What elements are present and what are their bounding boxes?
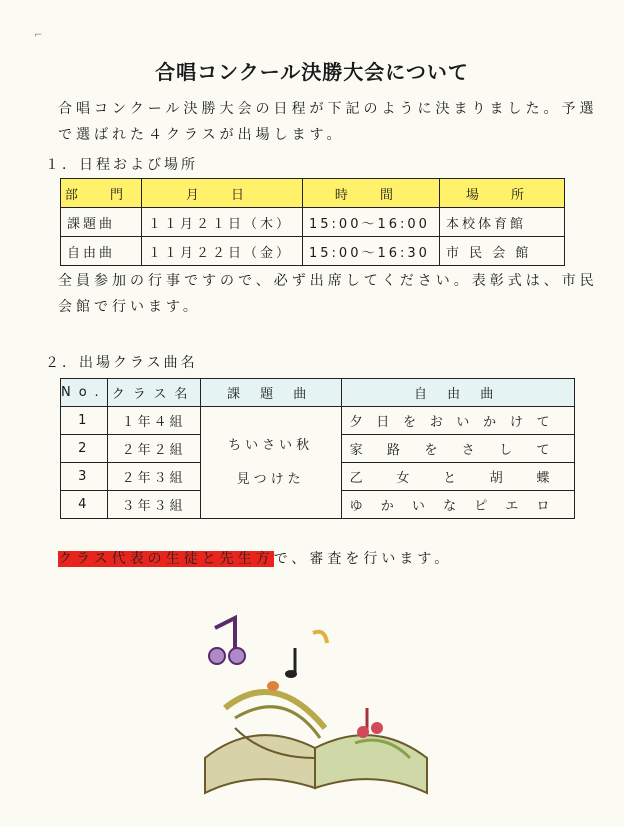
- free-song-char: エ: [505, 499, 519, 514]
- cell-free-song: [341, 491, 574, 519]
- header-free: 自 由 曲: [341, 379, 574, 407]
- cell-no: 2: [61, 435, 108, 463]
- cell-class: ２年３組: [107, 463, 200, 491]
- free-song-char: な: [443, 499, 457, 514]
- cell-date: １１月２１日（木）: [142, 208, 303, 237]
- cell-time: 15:00～16:00: [303, 208, 440, 237]
- header-no: No.: [61, 379, 108, 407]
- section1-heading: １．日程および場所: [45, 157, 198, 173]
- crop-mark: ⌐: [34, 30, 43, 41]
- attendance-note: 全員参加の行事ですので、必ず出席してください。表彰式は、市民会館で行います。: [58, 273, 598, 315]
- free-song-char: け: [509, 415, 523, 430]
- header-date: 月 日: [142, 179, 303, 208]
- header-place: 場 所: [440, 179, 565, 208]
- schedule-table: [60, 178, 565, 266]
- cell-no: 1: [61, 407, 108, 435]
- free-song-char: 家: [349, 443, 363, 458]
- intro-text: 合唱コンクール決勝大会の日程が下記のように決まりました。予選で選ばれた４クラスが出場します。: [58, 101, 598, 143]
- table-row: [61, 237, 565, 266]
- free-song-text: [350, 495, 550, 514]
- highlighted-judges: クラス代表の生徒と先生方: [58, 551, 274, 567]
- table-row: [61, 208, 565, 237]
- free-song-char: い: [411, 499, 425, 514]
- cell-division: 自由曲: [61, 237, 142, 266]
- free-song-char: さ: [461, 443, 475, 458]
- free-song-char: か: [380, 499, 394, 514]
- free-song-char: ゆ: [349, 499, 363, 514]
- cell-free-song: [341, 407, 574, 435]
- cell-kadai-song: [200, 407, 341, 519]
- free-song-char: 蝶: [536, 471, 550, 486]
- cell-place: 市 民 会 館: [440, 237, 565, 266]
- judging-note: [58, 548, 452, 568]
- cell-time: 15:00～16:30: [303, 237, 440, 266]
- free-song-char: し: [499, 443, 513, 458]
- free-song-char: て: [536, 415, 550, 430]
- page-title: 合唱コンクール決勝大会について: [155, 60, 469, 84]
- free-song-text: [350, 467, 550, 486]
- cell-no: 4: [61, 491, 108, 519]
- free-song-char: 乙: [349, 471, 363, 486]
- free-song-char: を: [403, 415, 417, 430]
- free-song-char: 日: [376, 415, 390, 430]
- class-song-header-row: [61, 379, 575, 407]
- free-song-text: [350, 411, 550, 430]
- free-song-char: い: [456, 415, 470, 430]
- header-class: クラス名: [107, 379, 200, 407]
- free-song-char: 胡: [489, 471, 503, 486]
- free-song-char: 女: [396, 471, 410, 486]
- free-song-char: を: [424, 443, 438, 458]
- cell-place: 本校体育館: [440, 208, 565, 237]
- free-song-text: [350, 439, 550, 458]
- free-song-char: お: [429, 415, 443, 430]
- cell-free-song: [341, 463, 574, 491]
- cell-free-song: [341, 435, 574, 463]
- schedule-header-row: [61, 179, 565, 208]
- class-song-table: [60, 378, 575, 519]
- section2-heading: ２．出場クラス曲名: [45, 355, 198, 371]
- free-song-char: か: [483, 415, 497, 430]
- music-book-icon: [195, 608, 435, 798]
- judging-note-rest: で、審査を行います。: [273, 551, 453, 567]
- cell-class: １年４組: [107, 407, 200, 435]
- kadai-line1: ちいさい秋: [228, 437, 314, 453]
- table-row: [61, 407, 575, 435]
- cell-class: ２年２組: [107, 435, 200, 463]
- free-song-char: ロ: [536, 499, 550, 514]
- cell-division: 課題曲: [61, 208, 142, 237]
- cell-date: １１月２２日（金）: [142, 237, 303, 266]
- kadai-line2: 見つけた: [236, 471, 305, 487]
- cell-no: 3: [61, 463, 108, 491]
- header-bumon: 部 門: [61, 179, 142, 208]
- free-song-char: ピ: [474, 499, 488, 514]
- cell-class: ３年３組: [107, 491, 200, 519]
- free-song-char: と: [443, 471, 457, 486]
- header-kadai: 課 題 曲: [200, 379, 341, 407]
- free-song-char: て: [536, 443, 550, 458]
- free-song-char: 路: [386, 443, 400, 458]
- free-song-char: 夕: [349, 415, 363, 430]
- header-time: 時 間: [303, 179, 440, 208]
